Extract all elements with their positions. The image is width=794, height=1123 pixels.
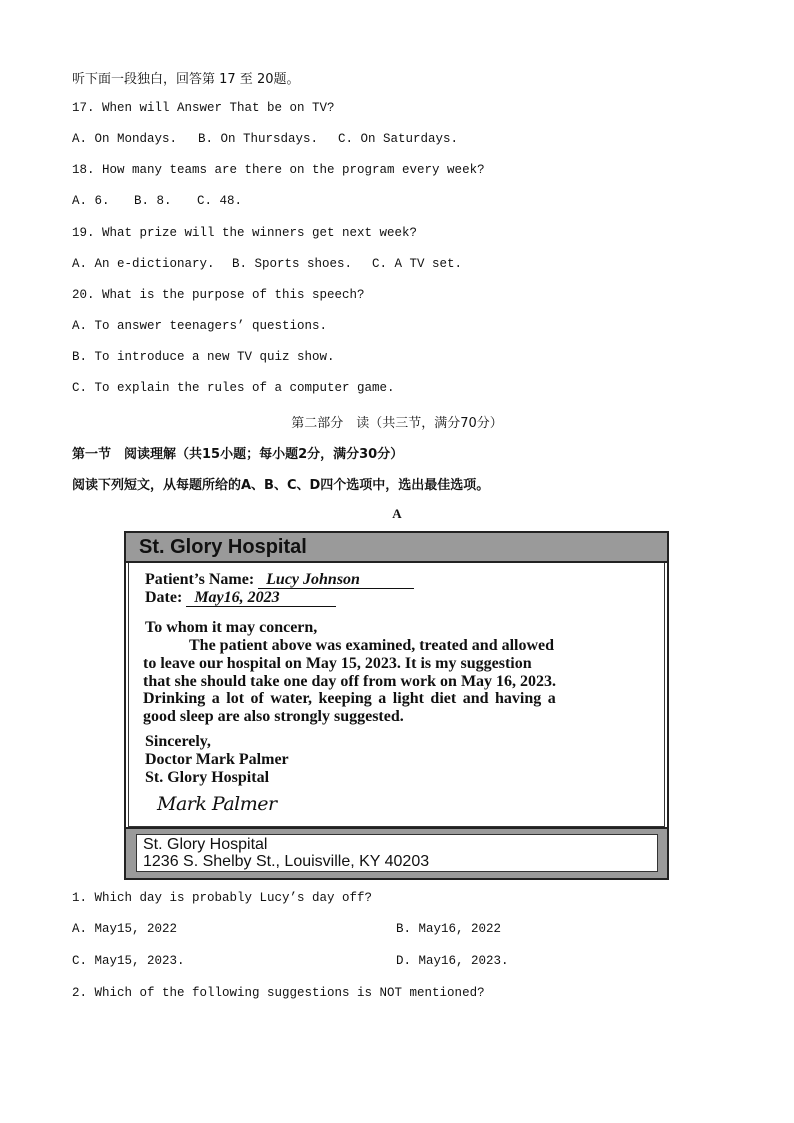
q18-option-c: C. 48. [197,194,243,208]
body-line-1: The patient above was examined, treated and allowed [189,637,555,654]
footer-address-box [136,834,658,872]
listening-intro: 听下面一段独白，回答第 17 至 20题。 [72,72,300,87]
q20-option-c: C. To explain the rules of a computer game. [72,381,395,395]
doctor-name: Doctor Mark Palmer [145,751,289,768]
hospital-note [124,531,669,880]
q18-option-a: A. 6. [72,194,110,208]
q1-option-c: C. May15, 2023. [72,954,185,968]
q19-option-b: B. Sports shoes. [232,257,353,271]
question-18: 18. How many teams are there on the program every week? [72,163,485,177]
reading-question-2: 2. Which of the following suggestions is NOT mentioned? [72,986,485,1000]
date-label: Date: [145,589,183,606]
body-line-2: to leave our hospital on May 15, 2023. It is my suggestion [143,655,532,672]
question-20: 20. What is the purpose of this speech? [72,288,365,302]
note-footer [126,827,667,878]
body-line-4: Drinking a lot of water, keeping a light diet and having a [143,690,556,707]
q19-option-a: A. An e-dictionary. [72,257,215,271]
q17-option-c: C. On Saturdays. [338,132,459,146]
q19-option-c: C. A TV set. [372,257,463,271]
q1-option-a: A. May15, 2022 [72,922,178,936]
patient-name-label: Patient’s Name: [145,571,255,588]
q20-option-a: A. To answer teenagers’ questions. [72,319,328,333]
q18-option-b: B. 8. [134,194,172,208]
question-19: 19. What prize will the winners get next week? [72,226,418,240]
closing: Sincerely, [145,733,211,750]
body-line-5: good sleep are also strongly suggested. [143,708,404,725]
part-two-title: 第二部分 读（共三节，满分70分） [291,416,503,431]
doctor-signature: Mark Palmer [157,793,277,815]
question-17: 17. When will Answer That be on TV? [72,101,335,115]
q20-option-b: B. To introduce a new TV quiz show. [72,350,335,364]
footer-address: 1236 S. Shelby St., Louisville, KY 40203 [143,853,430,870]
greeting: To whom it may concern, [145,619,318,636]
q1-option-b: B. May16, 2022 [396,922,502,936]
section-one-instructions: 阅读下列短文，从每题所给的A、B、C、D四个选项中，选出最佳选项。 [72,478,490,493]
reading-question-1: 1. Which day is probably Lucy’s day off? [72,891,373,905]
body-line-3: that she should take one day off from work on May 16, 2023. [143,673,557,690]
footer-hospital-name: St. Glory Hospital [143,836,268,853]
patient-name-value: Lucy Johnson [258,572,414,589]
hospital-name: St. Glory Hospital [145,769,270,786]
q17-option-a: A. On Mondays. [72,132,178,146]
passage-label: A [392,506,402,521]
date-row [145,589,336,607]
date-value: May16, 2023 [186,590,336,607]
note-body [128,563,665,827]
q17-option-b: B. On Thursdays. [198,132,319,146]
q1-option-d: D. May16, 2023. [396,954,509,968]
patient-name-row [145,571,414,589]
section-one-title: 第一节 阅读理解（共15小题；每小题2分，满分30分） [72,447,404,462]
note-header: St. Glory Hospital [126,533,667,563]
